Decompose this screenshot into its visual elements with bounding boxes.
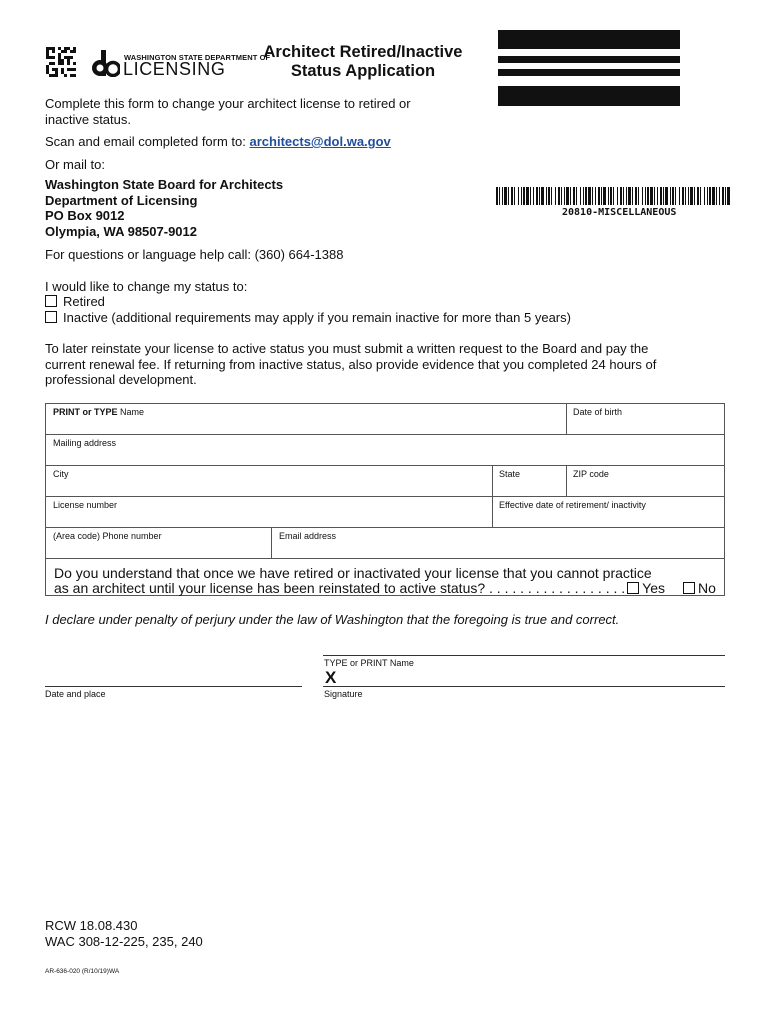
barcode-bar — [548, 187, 550, 205]
barcode-bar — [526, 187, 529, 205]
barcode-bar — [685, 187, 686, 205]
yes-checkbox[interactable] — [627, 582, 639, 594]
signature-x-mark: X — [325, 668, 337, 687]
email-link[interactable]: architects@dol.wa.gov — [249, 134, 391, 149]
type-print-name-label: TYPE or PRINT Name — [324, 658, 414, 668]
dol-logo-icon — [92, 50, 120, 77]
barcode-bar — [533, 187, 534, 205]
statute-references — [45, 918, 203, 950]
applicant-form — [45, 403, 725, 596]
mailing-address-block — [45, 177, 283, 239]
phone-field[interactable]: (Area code) Phone number — [53, 531, 162, 541]
date-place-line[interactable] — [45, 686, 302, 687]
barcode-bar — [623, 187, 624, 205]
barcode-bar — [504, 187, 507, 205]
barcode-bar — [576, 187, 577, 205]
no-label: No — [698, 580, 716, 596]
barcode-bar — [670, 187, 671, 205]
barcode-bar — [521, 187, 522, 205]
barcode-bar — [620, 187, 622, 205]
address-line: Department of Licensing — [45, 192, 198, 208]
address-line: Washington State Board for Architects — [45, 177, 284, 192]
barcode-bar — [628, 187, 631, 205]
barcode-bar — [712, 187, 715, 205]
barcode-bar — [499, 187, 500, 205]
barcode-bar — [719, 187, 720, 205]
barcode-bar — [638, 187, 639, 205]
retired-checkbox[interactable] — [45, 295, 57, 307]
barcode-bar — [570, 187, 571, 205]
form-title — [240, 43, 486, 81]
licensing-wordmark: LICENSING — [123, 59, 226, 79]
barcode-bar — [675, 187, 676, 205]
barcode-bar — [688, 187, 689, 205]
barcode-bar — [588, 187, 591, 205]
title-line-1: Architect Retired/Inactive — [263, 43, 463, 61]
barcode-bar — [564, 187, 565, 205]
mail-to-label: Or mail to: — [45, 157, 105, 172]
barcode-bar — [566, 187, 569, 205]
barcode-bar — [707, 187, 708, 205]
barcode-bar — [603, 187, 606, 205]
barcode-bar — [617, 187, 618, 205]
license-number-field[interactable]: License number — [53, 500, 118, 510]
barcode-bar — [663, 187, 664, 205]
practice-question — [54, 566, 716, 596]
inactive-label: Inactive (additional requirements may apply if you remain inactive for more than 5 years) — [63, 310, 571, 325]
barcode-bar — [502, 187, 503, 205]
reinstate-line-2: current renewal fee. If returning from inactive status, also provide evidence that you completed 24 hours of — [45, 356, 657, 372]
barcode-bar — [530, 187, 531, 205]
department-name: WASHINGTON STATE DEPARTMENT OF — [124, 53, 271, 62]
print-name-line[interactable] — [323, 655, 725, 656]
yes-label: Yes — [642, 580, 666, 596]
signature-line[interactable] — [323, 686, 725, 687]
name-field[interactable] — [53, 407, 144, 417]
barcode-bar — [700, 187, 701, 205]
barcode-bar — [496, 187, 498, 205]
barcode-bar — [727, 187, 730, 205]
barcode-bar — [541, 187, 544, 205]
mailing-address-field[interactable]: Mailing address — [53, 438, 117, 448]
barcode-bar — [551, 187, 552, 205]
address-line: Olympia, WA 98507-9012 — [45, 223, 197, 239]
barcode-bar — [598, 187, 600, 205]
barcode-bar — [704, 187, 705, 205]
dob-field[interactable]: Date of birth — [573, 407, 623, 417]
email-field[interactable]: Email address — [279, 531, 337, 541]
question-line-2: as an architect until your license has been reinstated to active status? . . . . . . . . . . . . . . . . . . — [54, 580, 626, 596]
barcode-bar — [508, 187, 509, 205]
barcode-bar — [645, 187, 646, 205]
barcode-bar — [657, 187, 658, 205]
inactive-checkbox[interactable] — [45, 311, 57, 323]
reinstate-line-3: professional development. — [45, 372, 197, 387]
state-field[interactable]: State — [499, 469, 521, 479]
perjury-declaration: I declare under penalty of perjury under the law of Washington that the foregoing is true and correct. — [45, 612, 620, 627]
barcode-bar — [654, 187, 655, 205]
title-line-2: Status Application — [290, 62, 436, 80]
scan-instructions — [45, 134, 391, 150]
reinstate-line-1: To later reinstate your license to active status you must submit a written request to the Board and pay the — [45, 341, 649, 356]
redaction-bars — [498, 30, 680, 106]
barcode-bar — [585, 187, 587, 205]
no-checkbox[interactable] — [683, 582, 695, 594]
barcode-bar — [595, 187, 596, 205]
barcode-bar — [672, 187, 674, 205]
barcode-bar — [660, 187, 662, 205]
barcode-bar — [511, 187, 513, 205]
barcode-bar — [580, 187, 581, 205]
barcode-bar — [694, 187, 695, 205]
barcode-bar — [647, 187, 649, 205]
barcode — [496, 187, 732, 205]
intro-line-1: Complete this form to change your architect license to retired or — [45, 96, 411, 111]
wac-reference: WAC 308-12-225, 235, 240 — [45, 934, 203, 949]
barcode-bar — [725, 187, 726, 205]
signature-label: Signature — [324, 689, 363, 699]
barcode-bar — [697, 187, 699, 205]
intro-line-2: inactive status. — [45, 112, 131, 127]
reinstate-paragraph — [45, 341, 656, 388]
barcode-bar — [690, 187, 693, 205]
barcode-bar — [679, 187, 680, 205]
barcode-bar — [642, 187, 643, 205]
barcode-bar — [523, 187, 525, 205]
questions-line: For questions or language help call: (360) 664-1388 — [45, 247, 344, 262]
barcode-bar — [650, 187, 653, 205]
barcode-bar — [632, 187, 633, 205]
name-label-bold: PRINT or TYPE — [53, 407, 118, 417]
rcw-reference: RCW 18.08.430 — [45, 918, 138, 933]
barcode-bar — [626, 187, 627, 205]
question-line-2-row — [54, 581, 716, 596]
zip-field[interactable]: ZIP code — [573, 469, 609, 479]
barcode-bar — [518, 187, 519, 205]
barcode-bar — [583, 187, 584, 205]
barcode-bar — [665, 187, 668, 205]
barcode-bar — [558, 187, 560, 205]
barcode-bar — [546, 187, 547, 205]
barcode-bar — [682, 187, 684, 205]
barcode-bar — [514, 187, 515, 205]
barcode-bar — [722, 187, 724, 205]
barcode-bar — [536, 187, 538, 205]
retired-option[interactable] — [45, 294, 105, 310]
barcode-bar — [592, 187, 593, 205]
barcode-bar — [613, 187, 614, 205]
retired-label: Retired — [63, 294, 105, 309]
scan-label: Scan and email completed form to: — [45, 134, 250, 149]
barcode-bar — [610, 187, 612, 205]
barcode-bar — [709, 187, 711, 205]
barcode-bar — [555, 187, 556, 205]
inactive-option[interactable] — [45, 310, 571, 326]
barcode-bar — [573, 187, 575, 205]
effective-date-field[interactable]: Effective date of retirement/ inactivity — [499, 500, 646, 510]
city-field[interactable]: City — [53, 469, 69, 479]
barcode-bar — [601, 187, 602, 205]
barcode-bar — [635, 187, 637, 205]
address-line: PO Box 9012 — [45, 208, 125, 223]
name-label: Name — [117, 407, 145, 417]
barcode-bar — [608, 187, 609, 205]
barcode-bar — [539, 187, 540, 205]
barcode-label: 20810-MISCELLANEOUS — [562, 207, 677, 218]
qr-code — [46, 46, 76, 78]
date-place-label: Date and place — [45, 689, 106, 699]
intro-text — [45, 96, 411, 128]
barcode-bar — [716, 187, 717, 205]
status-prompt: I would like to change my status to: — [45, 279, 248, 294]
question-line-1: Do you understand that once we have retired or inactivated your license that you cannot practice — [54, 565, 652, 581]
form-number: AR-636-020 (R/10/19)WA — [45, 968, 120, 975]
barcode-bar — [561, 187, 562, 205]
